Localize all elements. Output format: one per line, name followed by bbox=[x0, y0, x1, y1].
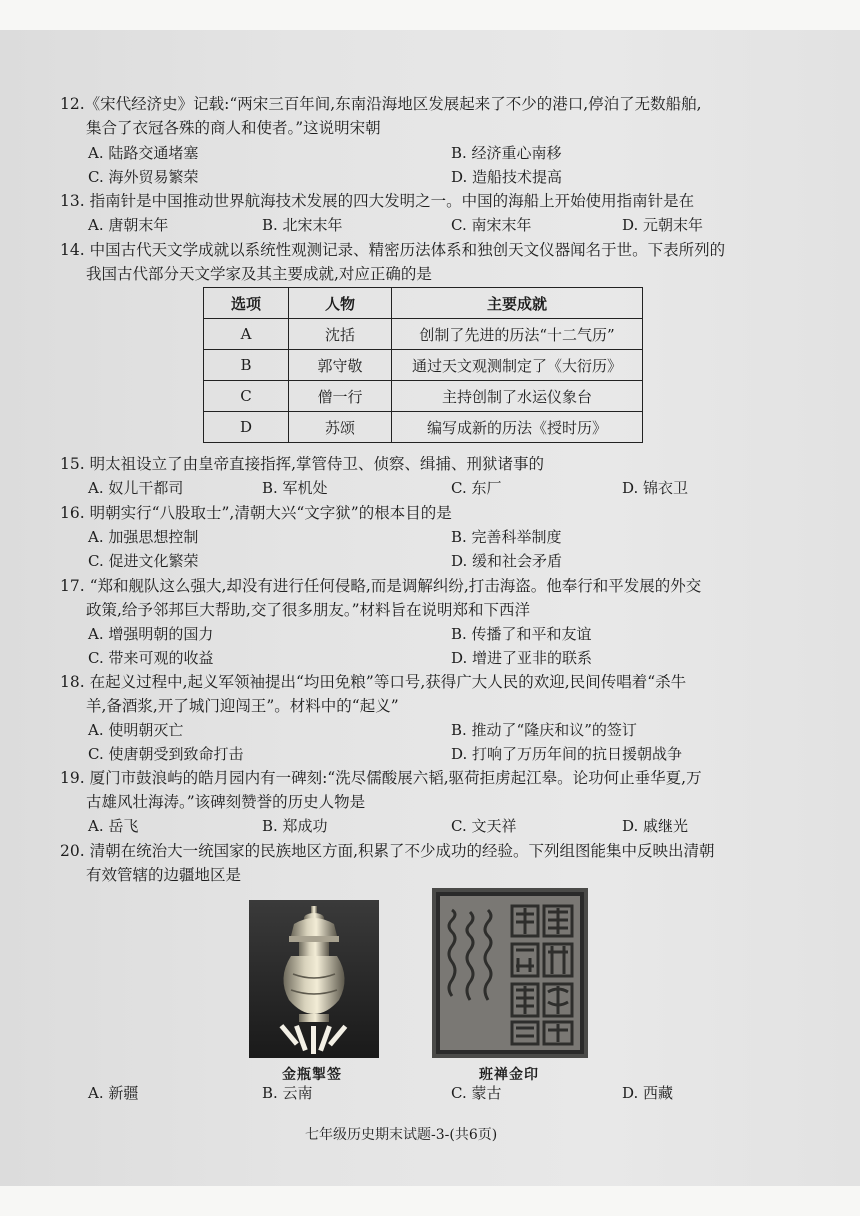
question-15-option-a: A. 奴儿干都司 bbox=[88, 479, 184, 497]
question-20-option-b: B. 云南 bbox=[262, 1084, 313, 1102]
question-16-option-b: B. 完善科举制度 bbox=[451, 528, 562, 546]
question-20-line-2: 有效管辖的边疆地区是 bbox=[86, 866, 242, 884]
question-17-option-a: A. 增强明朝的国力 bbox=[88, 625, 214, 643]
table-cell: A bbox=[204, 319, 289, 350]
table-cell: 创制了先进的历法“十二气历” bbox=[392, 319, 643, 350]
question-18-option-a: A. 使明朝灭亡 bbox=[88, 721, 184, 739]
table-cell: C bbox=[204, 381, 289, 412]
question-19-option-c: C. 文天祥 bbox=[451, 817, 517, 835]
question-19-option-d: D. 戚继光 bbox=[622, 817, 689, 835]
question-19-option-b: B. 郑成功 bbox=[262, 817, 328, 835]
question-19-option-a: A. 岳飞 bbox=[88, 817, 139, 835]
question-12-line-2: 集合了衣冠各殊的商人和使者。”这说明宋朝 bbox=[86, 119, 381, 137]
table-row bbox=[204, 319, 643, 350]
table-cell: 苏颂 bbox=[289, 412, 392, 443]
question-17-option-c: C. 带来可观的收益 bbox=[88, 649, 214, 667]
question-12-option-a: A. 陆路交通堵塞 bbox=[88, 144, 199, 162]
table-header: 主要成就 bbox=[392, 288, 643, 319]
question-12-option-b: B. 经济重心南移 bbox=[451, 144, 562, 162]
question-15-option-b: B. 军机处 bbox=[262, 479, 328, 497]
table-row bbox=[204, 350, 643, 381]
panchen-seal-caption: 班禅金印 bbox=[479, 1067, 539, 1083]
question-13-option-b: B. 北宋末年 bbox=[262, 216, 343, 234]
question-17-line-1: 17. “郑和舰队这么强大,却没有进行任何侵略,而是调解纠纷,打击海盗。他奉行和平发展的外交 bbox=[60, 577, 702, 595]
table-header: 人物 bbox=[289, 288, 392, 319]
table-cell: B bbox=[204, 350, 289, 381]
table-cell: D bbox=[204, 412, 289, 443]
table-cell: 沈括 bbox=[289, 319, 392, 350]
question-13-option-c: C. 南宋末年 bbox=[451, 216, 532, 234]
question-12-option-c: C. 海外贸易繁荣 bbox=[88, 168, 199, 186]
question-19-line-2: 古雄风壮海涛。”该碑刻赞誉的历史人物是 bbox=[86, 793, 366, 811]
question-18-line-2: 羊,备酒浆,开了城门迎闯王”。材料中的“起义” bbox=[86, 697, 399, 715]
question-12-option-d: D. 造船技术提高 bbox=[451, 168, 563, 186]
question-20-option-c: C. 蒙古 bbox=[451, 1084, 502, 1102]
question-13-option-d: D. 元朝末年 bbox=[622, 216, 704, 234]
table-cell: 僧一行 bbox=[289, 381, 392, 412]
table-header: 选项 bbox=[204, 288, 289, 319]
panchen-seal-image bbox=[432, 888, 588, 1058]
question-20-option-a: A. 新疆 bbox=[88, 1084, 139, 1102]
question-14-line-2: 我国古代部分天文学家及其主要成就,对应正确的是 bbox=[86, 265, 432, 283]
question-17-line-2: 政策,给予邻邦巨大帮助,交了很多朋友。”材料旨在说明郑和下西洋 bbox=[86, 601, 531, 619]
question-12-line-1: 12.《宋代经济史》记载:“两宋三百年间,东南沿海地区发展起来了不少的港口,停泊了无数船舶, bbox=[60, 95, 702, 113]
table-row bbox=[204, 381, 643, 412]
table-cell: 主持创制了水运仪象台 bbox=[392, 381, 643, 412]
table-header-row bbox=[204, 288, 643, 319]
golden-urn-image bbox=[249, 900, 379, 1058]
page-footer: 七年级历史期末试题-3-(共6页) bbox=[305, 1127, 498, 1143]
question-19-line-1: 19. 厦门市鼓浪屿的皓月园内有一碑刻:“洗尽儒酸展六韬,驱荷拒虏起江皋。论功何止垂华夏,万 bbox=[60, 769, 702, 787]
question-18-option-d: D. 打响了万历年间的抗日援朝战争 bbox=[451, 745, 683, 763]
golden-urn-caption: 金瓶掣签 bbox=[282, 1067, 342, 1083]
question-15-line-1: 15. 明太祖设立了由皇帝直接指挥,掌管侍卫、侦察、缉捕、刑狱诸事的 bbox=[60, 455, 545, 473]
question-17-option-b: B. 传播了和平和友谊 bbox=[451, 625, 592, 643]
astronomers-table bbox=[203, 287, 643, 443]
question-16-line-1: 16. 明朝实行“八股取士”,清朝大兴“文字狱”的根本目的是 bbox=[60, 504, 452, 522]
question-14-line-1: 14. 中国古代天文学成就以系统性观测记录、精密历法体系和独创天文仪器闻名于世。下表所列的 bbox=[60, 241, 726, 259]
question-13-option-a: A. 唐朝末年 bbox=[88, 216, 169, 234]
question-18-option-b: B. 推动了“隆庆和议”的签订 bbox=[451, 721, 637, 739]
question-17-option-d: D. 增进了亚非的联系 bbox=[451, 649, 593, 667]
question-20-line-1: 20. 清朝在统治大一统国家的民族地区方面,积累了不少成功的经验。下列组图能集中反映出清朝 bbox=[60, 842, 715, 860]
question-18-option-c: C. 使唐朝受到致命打击 bbox=[88, 745, 244, 763]
table-cell: 通过天文观测制定了《大衍历》 bbox=[392, 350, 643, 381]
question-16-option-c: C. 促进文化繁荣 bbox=[88, 552, 199, 570]
question-15-option-d: D. 锦衣卫 bbox=[622, 479, 689, 497]
question-18-line-1: 18. 在起义过程中,起义军领袖提出“均田免粮”等口号,获得广大人民的欢迎,民间传唱着“杀牛 bbox=[60, 673, 687, 691]
question-16-option-d: D. 缓和社会矛盾 bbox=[451, 552, 563, 570]
question-15-option-c: C. 东厂 bbox=[451, 479, 502, 497]
table-cell: 郭守敬 bbox=[289, 350, 392, 381]
question-13-line-1: 13. 指南针是中国推动世界航海技术发展的四大发明之一。中国的海船上开始使用指南针是在 bbox=[60, 192, 695, 210]
table-row bbox=[204, 412, 643, 443]
question-16-option-a: A. 加强思想控制 bbox=[88, 528, 199, 546]
table-cell: 编写成新的历法《授时历》 bbox=[392, 412, 643, 443]
question-20-option-d: D. 西藏 bbox=[622, 1084, 674, 1102]
